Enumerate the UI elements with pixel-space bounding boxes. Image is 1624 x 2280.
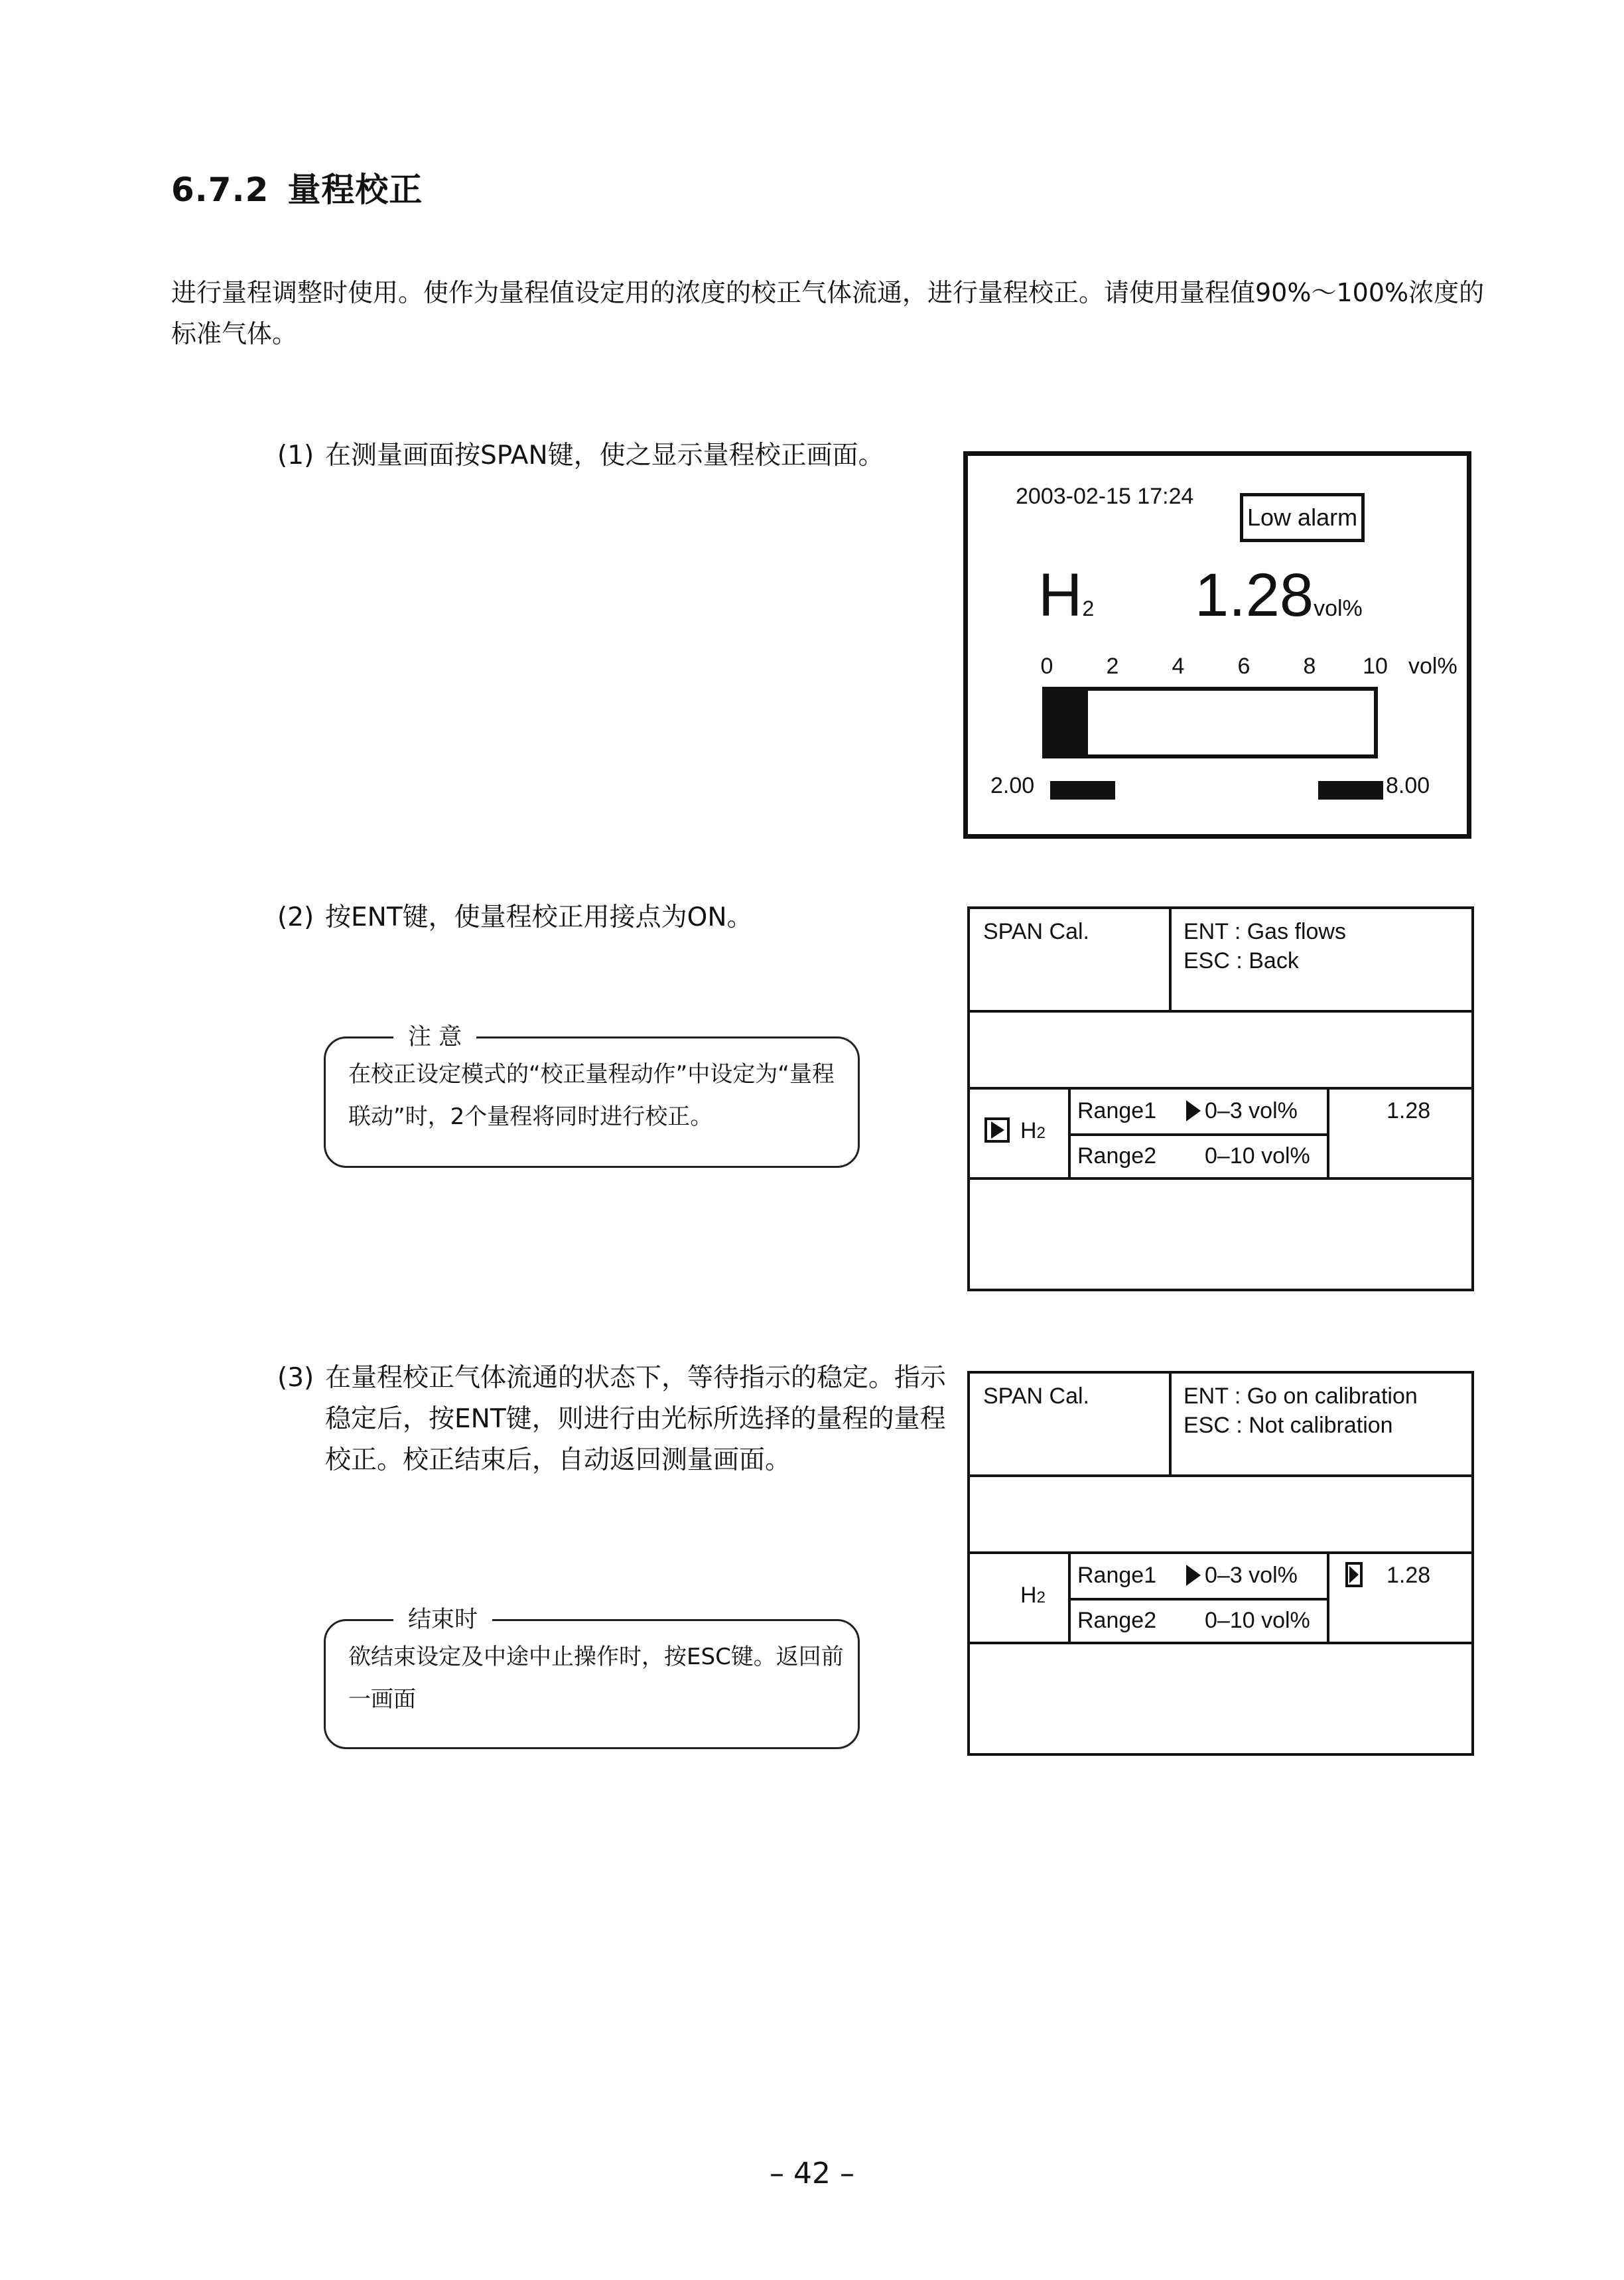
bar-tick-label: 8 (1303, 654, 1316, 679)
divider (1169, 909, 1172, 1010)
step-number: (3) (277, 1363, 314, 1393)
datetime: 2003-02-15 17:24 (1016, 484, 1194, 509)
key-hint-ent: ENT : Go on calibration (1184, 1384, 1418, 1409)
note-title: 注 意 (393, 1019, 476, 1056)
step-text: 按ENT键，使量程校正用接点为ON。 (325, 902, 753, 932)
range-select-arrow-icon (1186, 1565, 1201, 1586)
bar-tick-label: 4 (1172, 654, 1185, 679)
screen-title: SPAN Cal. (983, 1384, 1089, 1409)
gas-symbol: H (1020, 1118, 1037, 1143)
reading-unit: vol% (1314, 596, 1363, 621)
divider (1327, 1551, 1329, 1642)
alarm-badge: Low alarm (1240, 493, 1365, 542)
divider (970, 1642, 1471, 1644)
range1-value: 0–3 vol% (1205, 1098, 1298, 1123)
bar-tick-label: 2 (1106, 654, 1119, 679)
bar-tick-label: 0 (1040, 654, 1053, 679)
range2-label: Range2 (1077, 1143, 1157, 1169)
gas-subscript: 2 (1082, 597, 1095, 620)
high-limit-value: 8.00 (1386, 773, 1430, 798)
low-limit-marker (1050, 781, 1115, 800)
cursor-icon (984, 1117, 1010, 1143)
bar-tick-label: 10 (1363, 654, 1388, 679)
reading (1195, 562, 1363, 642)
divider (1068, 1087, 1071, 1177)
step-2 (277, 897, 1060, 938)
section-number: 6.7.2 (171, 171, 269, 209)
divider (970, 1010, 1471, 1013)
gas-subscript: 2 (1036, 1589, 1046, 1606)
reading-value: 1.28 (1195, 561, 1314, 629)
section-title: 量程校正 (287, 171, 423, 209)
step-number: (1) (277, 441, 314, 470)
gas-label (1020, 1581, 1046, 1612)
divider (1068, 1598, 1327, 1601)
current-reading: 1.28 (1387, 1563, 1431, 1588)
divider (1327, 1087, 1329, 1177)
gas-symbol: H (1038, 561, 1083, 629)
step-text: 在测量画面按SPAN键，使之显示量程校正画面。 (325, 441, 884, 470)
measurement-screen (963, 451, 1471, 839)
cursor-arrow-icon (1349, 1566, 1359, 1583)
step-number: (2) (277, 902, 314, 932)
intro-paragraph: 进行量程调整时使用。使作为量程值设定用的浓度的校正气体流通，进行量程校正。请使用量程值90%～100%浓度的标准气体。 (171, 278, 1485, 348)
note-body: 在校正设定模式的“校正量程动作”中设定为“量程联动”时，2个量程将同时进行校正。 (348, 1061, 835, 1130)
divider (970, 1177, 1471, 1180)
gas-subscript: 2 (1036, 1124, 1046, 1142)
section-heading (171, 163, 423, 211)
cursor-arrow-icon (991, 1121, 1004, 1139)
range1-label: Range1 (1077, 1098, 1157, 1123)
range2-value: 0–10 vol% (1205, 1143, 1310, 1169)
range1-label: Range1 (1077, 1563, 1157, 1588)
divider (1068, 1133, 1327, 1136)
range2-label: Range2 (1077, 1608, 1157, 1633)
key-hint-esc: ESC : Back (1184, 948, 1299, 973)
divider (970, 1087, 1471, 1090)
span-cal-screen-gas-flow (967, 906, 1474, 1291)
range1-value: 0–3 vol% (1205, 1563, 1298, 1588)
gas-symbol: H (1020, 1583, 1037, 1608)
step-3 (277, 1358, 1060, 1481)
high-limit (1386, 773, 1430, 799)
caution-note (324, 1024, 860, 1168)
bar-tick-label: 6 (1237, 654, 1251, 679)
page-number: – 42 – (770, 2157, 854, 2190)
divider (970, 1474, 1471, 1477)
screen-title: SPAN Cal. (983, 919, 1089, 944)
span-cal-screen-confirm (967, 1371, 1474, 1756)
gas-label (1020, 1116, 1046, 1148)
divider (970, 1551, 1471, 1554)
key-hint-ent: ENT : Gas flows (1184, 919, 1346, 944)
high-limit-marker (1318, 781, 1383, 800)
bar-unit: vol% (1408, 654, 1457, 679)
range-select-arrow-icon (1186, 1100, 1201, 1121)
low-limit-value: 2.00 (990, 773, 1035, 798)
step-1 (277, 435, 1060, 476)
note-body: 欲结束设定及中途中止操作时，按ESC键。返回前一画面 (348, 1644, 844, 1713)
key-hint-esc: ESC : Not calibration (1184, 1413, 1393, 1438)
cursor-icon (1345, 1562, 1363, 1587)
divider (1169, 1374, 1172, 1474)
step-text: 在量程校正气体流通的状态下，等待指示的稳定。指示稳定后，按ENT键，则进行由光标所选择的量程的量程校正。校正结束后，自动返回测量画面。 (325, 1363, 947, 1475)
low-limit (990, 773, 1034, 799)
gas-label (1038, 562, 1094, 642)
current-reading: 1.28 (1387, 1098, 1431, 1123)
range2-value: 0–10 vol% (1205, 1608, 1310, 1633)
bar-fill (1046, 691, 1088, 754)
exit-note (324, 1606, 860, 1749)
note-title: 结束时 (393, 1601, 492, 1638)
bar-graph (1042, 687, 1378, 758)
divider (1068, 1551, 1071, 1642)
